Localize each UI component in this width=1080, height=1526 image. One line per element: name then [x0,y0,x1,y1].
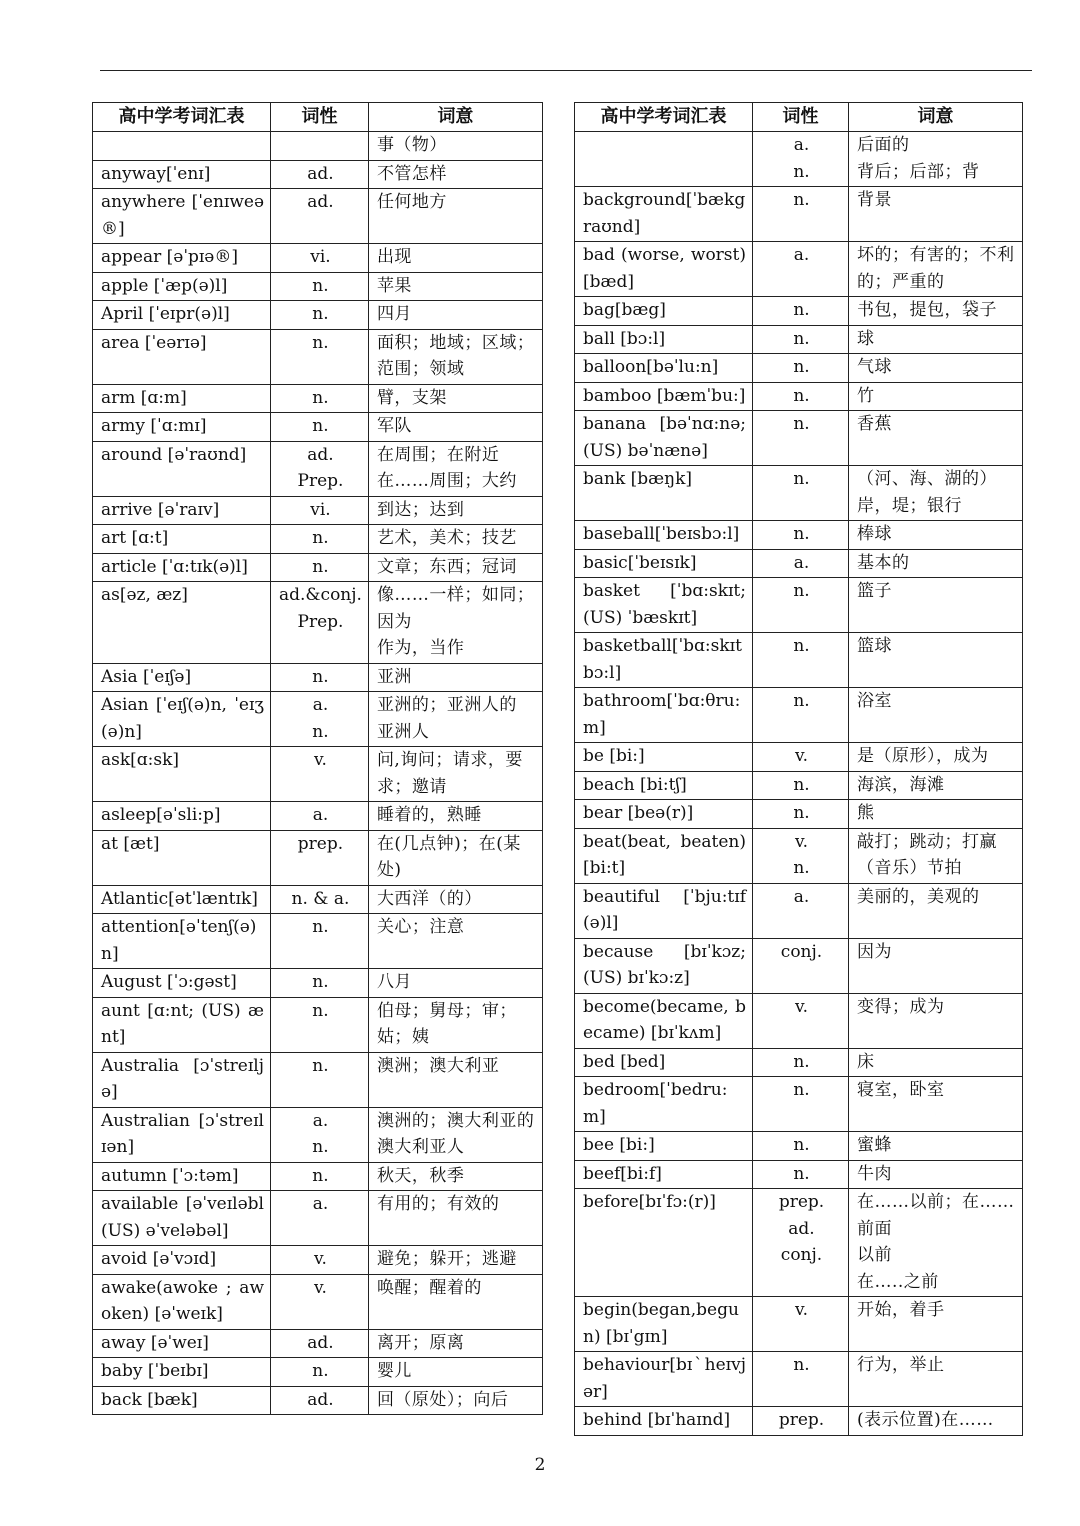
header-pos: 词性 [271,103,369,132]
meaning-cell: 变得；成为 [849,993,1023,1048]
meaning-cell: 臂，支架 [368,384,542,413]
meaning-cell: 艺术，美术；技艺 [368,525,542,554]
pos-cell: a. n. [271,692,369,747]
word-cell: Asia [ˈeɪʃə] [93,663,271,692]
table-row [575,521,1023,550]
word-cell: ask[ɑ:sk] [93,747,271,802]
word-cell: behaviour[bɪˋheɪvjər] [575,1352,753,1407]
word-cell: because [bɪˈkɔz; (US) bɪˈkɔ:z] [575,938,753,993]
meaning-cell: 床 [849,1048,1023,1077]
meaning-cell: 秋天，秋季 [368,1162,542,1191]
pos-cell: n. [753,1132,849,1161]
word-cell: bad (worse, worst) [bæd] [575,242,753,297]
pos-cell: v. n. [753,828,849,883]
table-row [93,914,543,969]
meaning-cell: 唤醒；醒着的 [368,1274,542,1329]
meaning-cell: 因为 [849,938,1023,993]
meaning-cell: 不管怎样 [368,160,542,189]
word-cell [93,132,271,161]
table-row [93,132,543,161]
table-row [93,301,543,330]
table-row [93,413,543,442]
meaning-cell: 澳洲；澳大利亚 [368,1052,542,1107]
pos-cell: prep. [271,830,369,885]
pos-cell: vi. [271,496,369,525]
table-row [575,297,1023,326]
table-row [93,582,543,664]
vocab-table-right [574,102,1023,1436]
meaning-cell: 美丽的，美观的 [849,883,1023,938]
pos-cell: n. [271,914,369,969]
pos-cell: n. [271,384,369,413]
word-cell: basket [ˈbɑ:skɪt; (US) ˈbæskɪt] [575,578,753,633]
table-body [93,132,543,1415]
meaning-cell: 竹 [849,382,1023,411]
table-row [93,1386,543,1415]
word-cell: area [ˈeərɪə] [93,329,271,384]
pos-cell [271,132,369,161]
header-word: 高中学考词汇表 [575,103,753,132]
table-row [575,1048,1023,1077]
meaning-cell: 军队 [368,413,542,442]
meaning-cell: 有用的；有效的 [368,1191,542,1246]
word-cell: become(became, became) [bɪˈkʌm] [575,993,753,1048]
word-cell: available [əˈveɪləbl (US) əˈveləbəl] [93,1191,271,1246]
word-cell: banana [bəˈnɑ:nə; (US) bəˈnænə] [575,411,753,466]
table-row [93,1358,543,1387]
word-cell: ball [bɔ:l] [575,325,753,354]
word-cell: be [bi:] [575,743,753,772]
pos-cell: n. [271,413,369,442]
word-cell: bee [bi:] [575,1132,753,1161]
table-header-row [93,103,543,132]
word-cell: bed [bed] [575,1048,753,1077]
pos-cell: n. [271,997,369,1052]
word-cell: bedroom[ˈbedru:m] [575,1077,753,1132]
pos-cell: n. [753,521,849,550]
table-row [575,325,1023,354]
table-row [575,242,1023,297]
word-cell: appear [əˈpɪə®] [93,244,271,273]
meaning-cell: 基本的 [849,549,1023,578]
pos-cell: a. [753,549,849,578]
table-header-row [575,103,1023,132]
table-row [93,244,543,273]
meaning-cell: 棒球 [849,521,1023,550]
pos-cell: n. [271,553,369,582]
meaning-cell: 海滨，海滩 [849,771,1023,800]
pos-cell: v. [753,743,849,772]
pos-cell: n. [753,466,849,521]
meaning-cell: 到达；达到 [368,496,542,525]
word-cell: basic[ˈbeɪsɪk] [575,549,753,578]
word-cell: baby [ˈbeɪbɪ] [93,1358,271,1387]
table-row [575,800,1023,829]
meaning-cell: 四月 [368,301,542,330]
pos-cell: a. [753,242,849,297]
meaning-cell: 坏的；有害的；不利的；严重的 [849,242,1023,297]
meaning-cell: 在……以前；在……前面 以前 在…..之前 [849,1189,1023,1297]
pos-cell: ad. Prep. [271,441,369,496]
table-row [575,187,1023,242]
pos-cell: n. [753,578,849,633]
word-cell: back [bæk] [93,1386,271,1415]
pos-cell: n. [271,525,369,554]
meaning-cell: 文章；东西；冠词 [368,553,542,582]
meaning-cell: 在周围；在附近 在……周围；大约 [368,441,542,496]
table-row [575,633,1023,688]
word-cell: before[bɪˈfɔ:(r)] [575,1189,753,1297]
pos-cell: ad. [271,160,369,189]
meaning-cell: 是（原形），成为 [849,743,1023,772]
table-row [93,496,543,525]
pos-cell: n. & a. [271,885,369,914]
table-row [575,1077,1023,1132]
table-row [575,1160,1023,1189]
word-cell: Asian [ˈeɪʃ(ə)n, ˈeɪʒ(ə)n] [93,692,271,747]
word-cell: as[əz, æz] [93,582,271,664]
meaning-cell: 浴室 [849,688,1023,743]
pos-cell: a. [753,883,849,938]
header-meaning: 词意 [849,103,1023,132]
word-cell: begin(began,begun) [bɪˈgɪn] [575,1297,753,1352]
pos-cell: v. [271,747,369,802]
table-row [93,663,543,692]
header-pos: 词性 [753,103,849,132]
meaning-cell: 球 [849,325,1023,354]
pos-cell: prep. [753,1407,849,1436]
table-row [575,466,1023,521]
pos-cell: n. [271,1358,369,1387]
header-word: 高中学考词汇表 [93,103,271,132]
pos-cell: v. [271,1246,369,1275]
table-row [93,441,543,496]
pos-cell: v. [753,1297,849,1352]
word-cell: awake(awoke ; awoken) [əˈweɪk] [93,1274,271,1329]
pos-cell: n. [753,354,849,383]
word-cell: asleep[əˈsli:p] [93,802,271,831]
meaning-cell: 问,询问；请求，要求；邀请 [368,747,542,802]
meaning-cell: 伯母；舅母；审；姑；姨 [368,997,542,1052]
meaning-cell: 出现 [368,244,542,273]
pos-cell: n. [753,800,849,829]
meaning-cell: 气球 [849,354,1023,383]
table-row [575,938,1023,993]
pos-cell: prep. ad. conj. [753,1189,849,1297]
header-meaning: 词意 [368,103,542,132]
meaning-cell: 像……一样；如同；因为 作为，当作 [368,582,542,664]
header-rule [100,70,1032,71]
word-cell: article [ˈɑ:tɪk(ə)l] [93,553,271,582]
pos-cell: n. [271,1052,369,1107]
table-row [575,549,1023,578]
pos-cell: n. [753,633,849,688]
table-row [93,553,543,582]
pos-cell: n. [753,1077,849,1132]
word-cell: at [æt] [93,830,271,885]
table-row [93,1329,543,1358]
table-row [93,272,543,301]
table-row [575,578,1023,633]
table-row [93,525,543,554]
table-row [93,969,543,998]
table-row [93,1162,543,1191]
pos-cell: ad.&conj. Prep. [271,582,369,664]
pos-cell: a. [271,1191,369,1246]
pos-cell: n. [753,382,849,411]
pos-cell: a. n. [753,132,849,187]
meaning-cell: 任何地方 [368,189,542,244]
table-row [93,747,543,802]
word-cell: autumn [ˈɔ:təm] [93,1162,271,1191]
meaning-cell: 事（物） [368,132,542,161]
word-cell: bamboo [bæmˈbu:] [575,382,753,411]
word-cell [575,132,753,187]
word-cell: aunt [ɑ:nt; (US) ænt] [93,997,271,1052]
table-row [93,1052,543,1107]
table-row [575,883,1023,938]
word-cell: bank [bæŋk] [575,466,753,521]
word-cell: anywhere [ˈenɪweə®] [93,189,271,244]
pos-cell: n. [271,663,369,692]
table-row [93,1107,543,1162]
meaning-cell: 避免；躲开；逃避 [368,1246,542,1275]
word-cell: army [ˈɑ:mɪ] [93,413,271,442]
pos-cell: n. [271,1162,369,1191]
meaning-cell: 篮子 [849,578,1023,633]
meaning-cell: 书包，提包，袋子 [849,297,1023,326]
word-cell: attention[əˈtenʃ(ə)n] [93,914,271,969]
meaning-cell: 在(几点钟)；在(某处) [368,830,542,885]
word-cell: basketball[ˈbɑ:skɪtbɔ:l] [575,633,753,688]
pos-cell: a. n. [271,1107,369,1162]
table-row [575,1407,1023,1436]
table-body [575,132,1023,1436]
meaning-cell: 寝室，卧室 [849,1077,1023,1132]
meaning-cell: 关心；注意 [368,914,542,969]
pos-cell: ad. [271,1386,369,1415]
pos-cell: n. [753,1160,849,1189]
pos-cell: n. [753,1048,849,1077]
pos-cell: n. [271,301,369,330]
table-row [93,329,543,384]
table-row [93,997,543,1052]
table-row [575,993,1023,1048]
word-cell: beat(beat, beaten) [bi:t] [575,828,753,883]
word-cell: anyway[ˈenɪ] [93,160,271,189]
meaning-cell: 苹果 [368,272,542,301]
word-cell: background[ˈbækgraʊnd] [575,187,753,242]
table-row [575,1297,1023,1352]
meaning-cell: 篮球 [849,633,1023,688]
pos-cell: n. [753,297,849,326]
word-cell: bag[bæg] [575,297,753,326]
meaning-cell: 婴儿 [368,1358,542,1387]
pos-cell: conj. [753,938,849,993]
table-row [93,885,543,914]
meaning-cell: （河、海、湖的）岸，堤；银行 [849,466,1023,521]
table-row [93,830,543,885]
meaning-cell: 香蕉 [849,411,1023,466]
meaning-cell: 亚洲 [368,663,542,692]
meaning-cell: 亚洲的；亚洲人的 亚洲人 [368,692,542,747]
word-cell: Australia [ɔˈstreɪljə] [93,1052,271,1107]
word-cell: arm [ɑ:m] [93,384,271,413]
meaning-cell: 八月 [368,969,542,998]
table-row [575,743,1023,772]
table-row [575,828,1023,883]
meaning-cell: (表示位置)在…… [849,1407,1023,1436]
table-row [575,382,1023,411]
word-cell: around [əˈraʊnd] [93,441,271,496]
word-cell: beautiful [ˈbju:tɪf(ə)l] [575,883,753,938]
table-row [575,688,1023,743]
word-cell: avoid [əˈvɔɪd] [93,1246,271,1275]
pos-cell: v. [271,1274,369,1329]
word-cell: April [ˈeɪpr(ə)l] [93,301,271,330]
table-row [575,354,1023,383]
pos-cell: n. [271,329,369,384]
meaning-cell: 面积；地域；区域；范围；领域 [368,329,542,384]
pos-cell: n. [753,771,849,800]
table-row [93,692,543,747]
meaning-cell: 睡着的，熟睡 [368,802,542,831]
table-row [93,384,543,413]
meaning-cell: 澳洲的；澳大利亚的 澳大利亚人 [368,1107,542,1162]
meaning-cell: 回（原处）；向后 [368,1386,542,1415]
meaning-cell: 后面的 背后；后部；背 [849,132,1023,187]
word-cell: away [əˈweɪ] [93,1329,271,1358]
word-cell: Atlantic[ətˈlæntɪk] [93,885,271,914]
word-cell: apple [ˈæp(ə)l] [93,272,271,301]
pos-cell: v. [753,993,849,1048]
table-row [93,1191,543,1246]
word-cell: Australian [ɔˈstreɪlɪən] [93,1107,271,1162]
table-row [575,771,1023,800]
pos-cell: ad. [271,189,369,244]
pos-cell: n. [753,187,849,242]
word-cell: August [ˈɔ:gəst] [93,969,271,998]
meaning-cell: 离开；原离 [368,1329,542,1358]
table-row [93,160,543,189]
pos-cell: n. [753,1352,849,1407]
word-cell: behind [bɪˈhaɪnd] [575,1407,753,1436]
pos-cell: vi. [271,244,369,273]
table-row [575,411,1023,466]
pos-cell: n. [753,325,849,354]
meaning-cell: 蜜蜂 [849,1132,1023,1161]
word-cell: baseball[ˈbeɪsbɔ:l] [575,521,753,550]
vocab-table-left [92,102,543,1415]
word-cell: arrive [əˈraɪv] [93,496,271,525]
pos-cell: n. [271,272,369,301]
word-cell: balloon[bəˈlu:n] [575,354,753,383]
table-row [93,1246,543,1275]
pos-cell: n. [753,688,849,743]
word-cell: bathroom[ˈbɑ:θru:m] [575,688,753,743]
table-row [575,1189,1023,1297]
meaning-cell: 大西洋（的） [368,885,542,914]
table-row [575,132,1023,187]
page-number: 2 [534,1455,546,1475]
table-row [575,1132,1023,1161]
table-row [93,1274,543,1329]
meaning-cell: 背景 [849,187,1023,242]
pos-cell: n. [271,969,369,998]
meaning-cell: 牛肉 [849,1160,1023,1189]
meaning-cell: 行为，举止 [849,1352,1023,1407]
word-cell: beef[bi:f] [575,1160,753,1189]
table-row [575,1352,1023,1407]
word-cell: bear [beə(r)] [575,800,753,829]
pos-cell: n. [753,411,849,466]
meaning-cell: 敲打；跳动；打赢 （音乐）节拍 [849,828,1023,883]
word-cell: art [ɑ:t] [93,525,271,554]
meaning-cell: 熊 [849,800,1023,829]
pos-cell: a. [271,802,369,831]
word-cell: beach [bi:tʃ] [575,771,753,800]
pos-cell: ad. [271,1329,369,1358]
meaning-cell: 开始，着手 [849,1297,1023,1352]
table-row [93,189,543,244]
table-row [93,802,543,831]
